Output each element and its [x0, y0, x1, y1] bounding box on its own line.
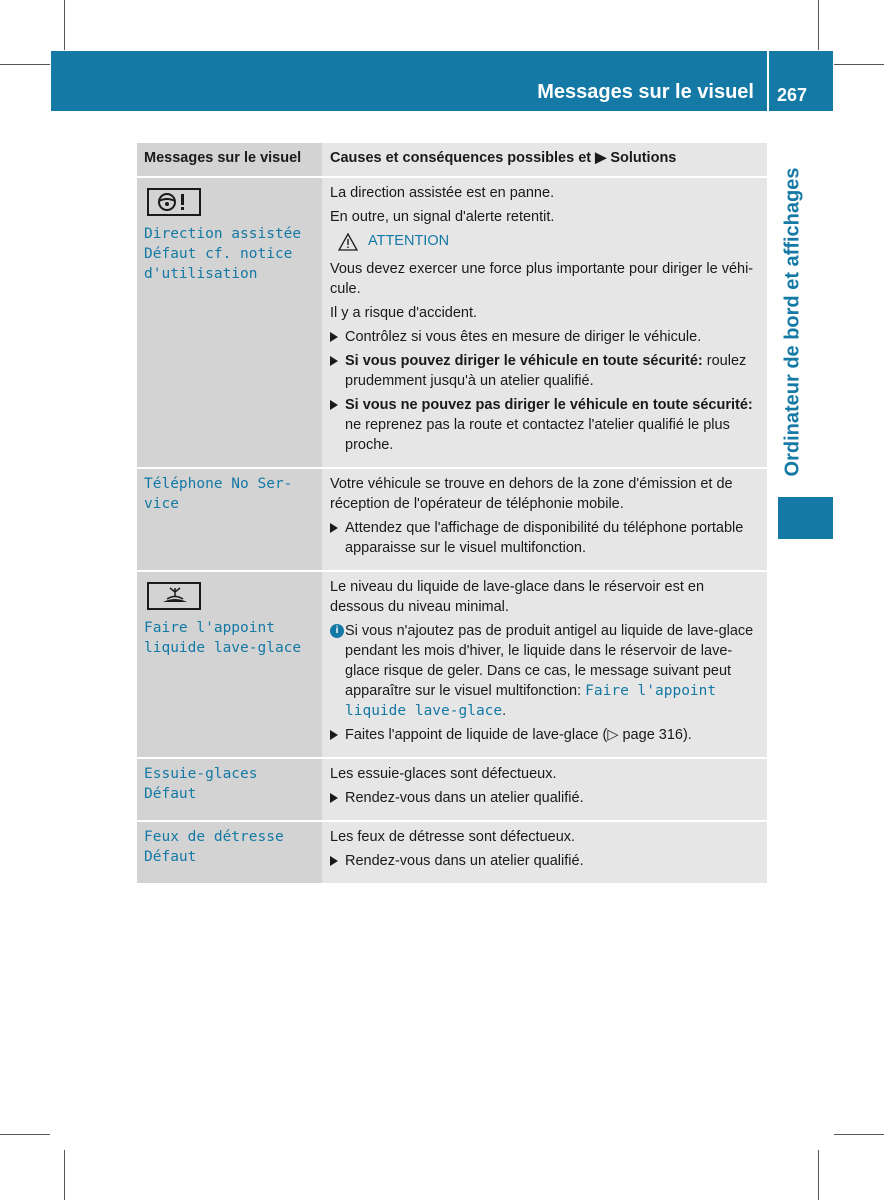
bullet-bold: Si vous pouvez diriger le véhicule en toute sécurité:: [345, 353, 703, 369]
crop-mark: [834, 64, 884, 65]
message-cell: [137, 468, 322, 571]
solution-bullet: [330, 351, 761, 391]
solution-cell: [322, 468, 767, 571]
bullet-text: Contrôlez si vous êtes en mesure de diriger le véhicule.: [345, 329, 702, 345]
bullet-text: Faites l'appoint de liquide de lave-glace (▷ page 316).: [345, 727, 692, 743]
chapter-label-text: Ordinateur de bord et affichages: [781, 167, 804, 477]
crop-mark: [64, 1150, 65, 1200]
crop-mark: [818, 0, 819, 50]
message-cell: [137, 758, 322, 821]
table-row: [137, 177, 767, 468]
solution-cell: [322, 758, 767, 821]
message-line: Téléphone No Ser-: [144, 476, 293, 492]
warning-text: Vous devez exercer une force plus importante pour diriger le véhi-cule.: [330, 261, 754, 297]
table-row: [137, 468, 767, 571]
message-line: Essuie-glaces: [144, 766, 258, 782]
bullet-bold: Si vous ne pouvez pas diriger le véhicule en toute sécurité:: [345, 397, 753, 413]
table-row: [137, 821, 767, 884]
crop-mark: [64, 0, 65, 50]
table-header-row: [137, 143, 767, 177]
info-display-message: Faire l'appoint liquide lave-glace: [345, 683, 717, 719]
bullet-text: ne reprenez pas la route et contactez l'atelier qualifié le plus proche.: [345, 417, 730, 453]
message-line: Défaut: [144, 849, 197, 865]
message-line: Faire l'appoint: [144, 620, 275, 636]
crop-mark: [818, 1150, 819, 1200]
warning-label: ATTENTION: [368, 233, 450, 249]
steering-warning-icon: [147, 188, 201, 216]
messages-table: [137, 143, 767, 885]
page-number: 267: [777, 85, 808, 105]
info-icon: i: [330, 624, 344, 638]
cause-text: La direction assistée est en panne.: [330, 185, 555, 201]
bullet-text: roulez prudemment jusqu'à un atelier qualifié.: [345, 353, 747, 389]
message-cell: [137, 177, 322, 468]
cause-text: Le niveau du liquide de lave-glace dans le réservoir est en dessous du niveau minimal.: [330, 579, 705, 615]
info-note: [330, 621, 761, 721]
info-text: Si vous n'ajoutez pas de produit antigel au liquide de lave-glace pendant les mois d'hiver, le liquide dans le réservoir de lave-glace risque de geler. Dans ce cas, le message suivant peut apparaître sur le visuel multifonction:: [345, 623, 754, 699]
column-header-messages: Messages sur le visuel: [137, 143, 322, 177]
solution-bullet: [330, 395, 761, 455]
solution-bullet: [330, 851, 761, 871]
chapter-side-label: [776, 152, 810, 492]
message-line: Feux de détresse: [144, 829, 284, 845]
table-row: [137, 758, 767, 821]
message-line: liquide lave-glace: [144, 640, 302, 656]
message-line: Défaut: [144, 786, 197, 802]
crop-mark: [0, 1134, 50, 1135]
message-line: vice: [144, 496, 179, 512]
solution-cell: [322, 571, 767, 758]
chapter-tab: [778, 497, 833, 539]
solution-bullet: [330, 725, 761, 745]
cause-text: Les feux de détresse sont défectueux.: [330, 829, 576, 845]
cause-text: Les essuie-glaces sont défectueux.: [330, 766, 557, 782]
solution-cell: [322, 177, 767, 468]
warning-text: Il y a risque d'accident.: [330, 305, 478, 321]
page-title: Messages sur le visuel: [537, 81, 754, 103]
message-line: Direction assistée: [144, 226, 302, 242]
info-end: .: [502, 703, 507, 719]
message-line: Défaut cf. notice: [144, 246, 293, 262]
bullet-text: Rendez-vous dans un atelier qualifié.: [345, 853, 584, 869]
washer-fluid-icon: [147, 582, 201, 610]
page-header: [51, 51, 833, 111]
cause-text: Votre véhicule se trouve en dehors de la zone d'émission et de réception de l'opérateur de téléphonie mobile.: [330, 476, 733, 512]
solution-cell: [322, 821, 767, 884]
crop-mark: [0, 64, 50, 65]
column-header-causes: Causes et conséquences possibles et ▶ Solutions: [322, 143, 767, 177]
solution-bullet: [330, 327, 761, 347]
message-line: d'utilisation: [144, 266, 258, 282]
message-cell: [137, 571, 322, 758]
message-cell: [137, 821, 322, 884]
table-row: [137, 571, 767, 758]
bullet-text: Rendez-vous dans un atelier qualifié.: [345, 790, 584, 806]
solution-bullet: [330, 788, 761, 808]
warning-triangle-icon: [338, 233, 358, 251]
bullet-text: Attendez que l'affichage de disponibilité du téléphone portable apparaisse sur le visuel multifonction.: [345, 520, 744, 556]
crop-mark: [834, 1134, 884, 1135]
solution-bullet: [330, 518, 761, 558]
header-divider: [767, 51, 769, 111]
cause-text: En outre, un signal d'alerte retentit.: [330, 209, 555, 225]
warning-block: [330, 231, 761, 251]
